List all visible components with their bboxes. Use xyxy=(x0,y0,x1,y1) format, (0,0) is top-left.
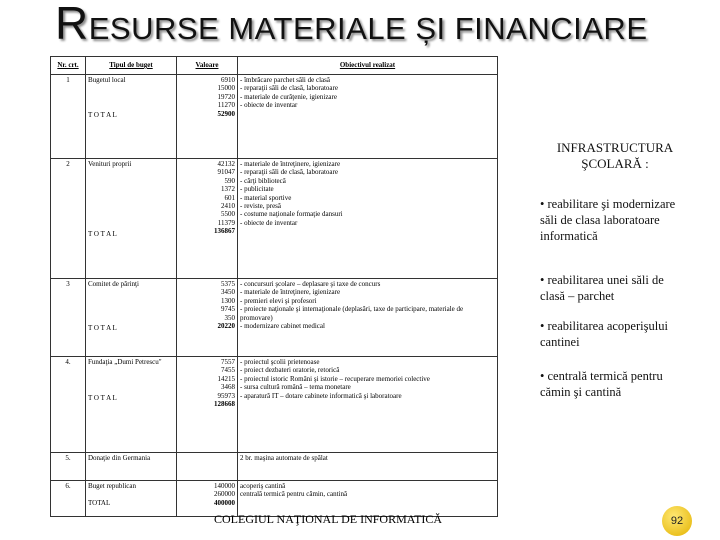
value-item: 7557 xyxy=(221,358,235,366)
table-row xyxy=(51,75,498,159)
row-type-cell xyxy=(86,75,177,159)
value-item: 11379 xyxy=(217,218,235,227)
objective-item: - reparaţii săli de clasă, laboratoare xyxy=(240,168,338,177)
objective-item: - reviste, presă xyxy=(240,202,282,211)
header-objectives: Obiectivul realizat xyxy=(238,57,498,75)
objective-item: - proiectul istoric Români şi istorie – recuperare memoriei colective xyxy=(240,374,430,383)
row-type: Venituri proprii xyxy=(88,160,132,168)
row-nr: 2 xyxy=(51,159,86,279)
value-item: 350 xyxy=(224,313,235,322)
objective-item: - costume naţionale formaţie dansuri xyxy=(240,210,343,219)
table-row xyxy=(51,159,498,279)
infrastructure-item: • centrală termică pentru cămin şi cantină xyxy=(540,369,663,399)
table-row xyxy=(51,279,498,357)
objective-item: - cărţi bibliotecă xyxy=(240,176,286,185)
objective-item: - proiecte naţionale şi internaţionale (deplasări, taxe de participare, materiale de promovare) xyxy=(240,305,464,322)
value-item: 95973 xyxy=(217,391,235,400)
objective-item: - material sportive xyxy=(240,193,292,202)
row-type-cell xyxy=(86,159,177,279)
row-type: Fundaţia „Dumi Petrescu" xyxy=(88,358,162,366)
row-type-cell xyxy=(86,453,177,481)
row-nr: 6. xyxy=(51,481,86,517)
page-title xyxy=(55,0,675,48)
value-item: 590 xyxy=(224,176,235,185)
row-objectives xyxy=(238,159,498,279)
value-item: 260000 xyxy=(214,490,235,499)
header-nr: Nr. crt. xyxy=(51,57,86,75)
objective-item: centrală termică pentru cămin, cantină xyxy=(240,490,348,499)
infrastructure-item: • reabilitarea unei săli de clasă – parchet xyxy=(540,273,664,303)
objective-item: - sursa cultură română – tema monetare xyxy=(240,383,351,392)
value-item: 6910 xyxy=(221,76,235,84)
value-item: 5500 xyxy=(221,210,235,219)
title-first-letter: R xyxy=(55,0,89,49)
row-nr: 3 xyxy=(51,279,86,357)
value-item: 15000 xyxy=(217,84,235,93)
objective-item: - materiale de întreţinere, igienizare xyxy=(240,160,341,168)
objective-item: - obiecte de inventar xyxy=(240,218,298,227)
objective-item: - proiectul şcolii prietenoase xyxy=(240,358,320,366)
row-values xyxy=(177,453,238,481)
header-type: Tipul de buget xyxy=(86,57,177,75)
infrastructure-item: • reabilitarea acoperişului cantinei xyxy=(540,319,668,349)
value-item: 19720 xyxy=(217,92,235,101)
value-item: 2410 xyxy=(221,202,235,211)
row-total-label: T O T A L xyxy=(88,324,117,333)
value-total: 52900 xyxy=(217,109,235,118)
objective-item: - proiect dezbateri oratorie, retorică xyxy=(240,366,340,375)
row-total-label: T O T A L xyxy=(88,394,117,403)
objective-item: acoperiş cantină xyxy=(240,482,286,490)
budget-table xyxy=(50,56,498,517)
value-item: 1372 xyxy=(221,185,235,194)
value-item: 601 xyxy=(224,193,235,202)
objective-item: - concursuri şcolare – deplasare şi taxe de concurs xyxy=(240,280,381,288)
row-values xyxy=(177,75,238,159)
title-rest: ESURSE MATERIALE ȘI FINANCIARE xyxy=(88,11,648,46)
row-values xyxy=(177,159,238,279)
row-type-cell xyxy=(86,279,177,357)
value-total: 128668 xyxy=(214,400,235,409)
table-row xyxy=(51,453,498,481)
row-type-cell xyxy=(86,357,177,453)
infrastructure-item: • reabilitare şi modernizare săli de clasa laboratoare informatică xyxy=(540,197,676,243)
row-type: Comitet de părinţi xyxy=(88,280,139,288)
value-total: 20220 xyxy=(217,322,235,331)
page-number-badge: 92 xyxy=(662,506,692,536)
value-item: 3468 xyxy=(221,383,235,392)
row-total-label: TOTAL xyxy=(88,499,111,508)
value-item: 14215 xyxy=(217,374,235,383)
row-nr: 5. xyxy=(51,453,86,481)
row-values xyxy=(177,279,238,357)
value-item: 7455 xyxy=(221,366,235,375)
value-item: 9745 xyxy=(221,305,235,314)
row-total-label: T O T A L xyxy=(88,230,117,239)
row-values xyxy=(177,357,238,453)
infrastructure-panel xyxy=(540,140,690,400)
row-objectives xyxy=(238,75,498,159)
objective-item: - modernizare cabinet medical xyxy=(240,322,325,331)
row-total-label: T O T A L xyxy=(88,111,117,120)
row-type: Buget republican xyxy=(88,482,137,490)
row-objectives xyxy=(238,279,498,357)
row-type-cell xyxy=(86,481,177,517)
value-item: 3450 xyxy=(221,288,235,297)
row-objectives xyxy=(238,453,498,481)
row-type: Donaţie din Germania xyxy=(88,454,151,462)
objective-item: - reparaţii săli de clasă, laboratoare xyxy=(240,84,338,93)
value-total: 400000 xyxy=(214,498,235,507)
infrastructure-heading: INFRASTRUCTURA ŞCOLARĂ : xyxy=(556,140,674,171)
value-item: 91047 xyxy=(217,168,235,177)
objective-item: - aparatură IT – dotare cabinete informatică şi laboratoare xyxy=(240,391,402,400)
footer-institution: COLEGIUL NAŢIONAL DE INFORMATICĂ xyxy=(214,512,443,526)
header-value: Valoare xyxy=(177,57,238,75)
value-item: 1300 xyxy=(221,296,235,305)
objective-item: - premieri elevi şi profesori xyxy=(240,296,317,305)
objective-item: - îmbrăcare parchet săli de clasă xyxy=(240,76,330,84)
value-total: 136867 xyxy=(214,227,235,236)
objective-item: 2 br. maşina automate de spălat xyxy=(240,454,328,462)
value-item: 11270 xyxy=(217,101,235,110)
objective-item: - materiale de întreţinere, igienizare xyxy=(240,288,341,297)
table-row xyxy=(51,357,498,453)
value-item: 5375 xyxy=(221,280,235,288)
objective-item: - publicitate xyxy=(240,185,274,194)
objective-item: - materiale de curăţenie, igienizare xyxy=(240,92,337,101)
row-type: Bugetul local xyxy=(88,76,126,84)
objective-item: - obiecte de inventar xyxy=(240,101,298,110)
value-item: 140000 xyxy=(214,482,235,490)
table-header-row xyxy=(51,57,498,75)
row-objectives xyxy=(238,357,498,453)
row-nr: 1 xyxy=(51,75,86,159)
value-item: 42132 xyxy=(217,160,235,168)
row-nr: 4. xyxy=(51,357,86,453)
